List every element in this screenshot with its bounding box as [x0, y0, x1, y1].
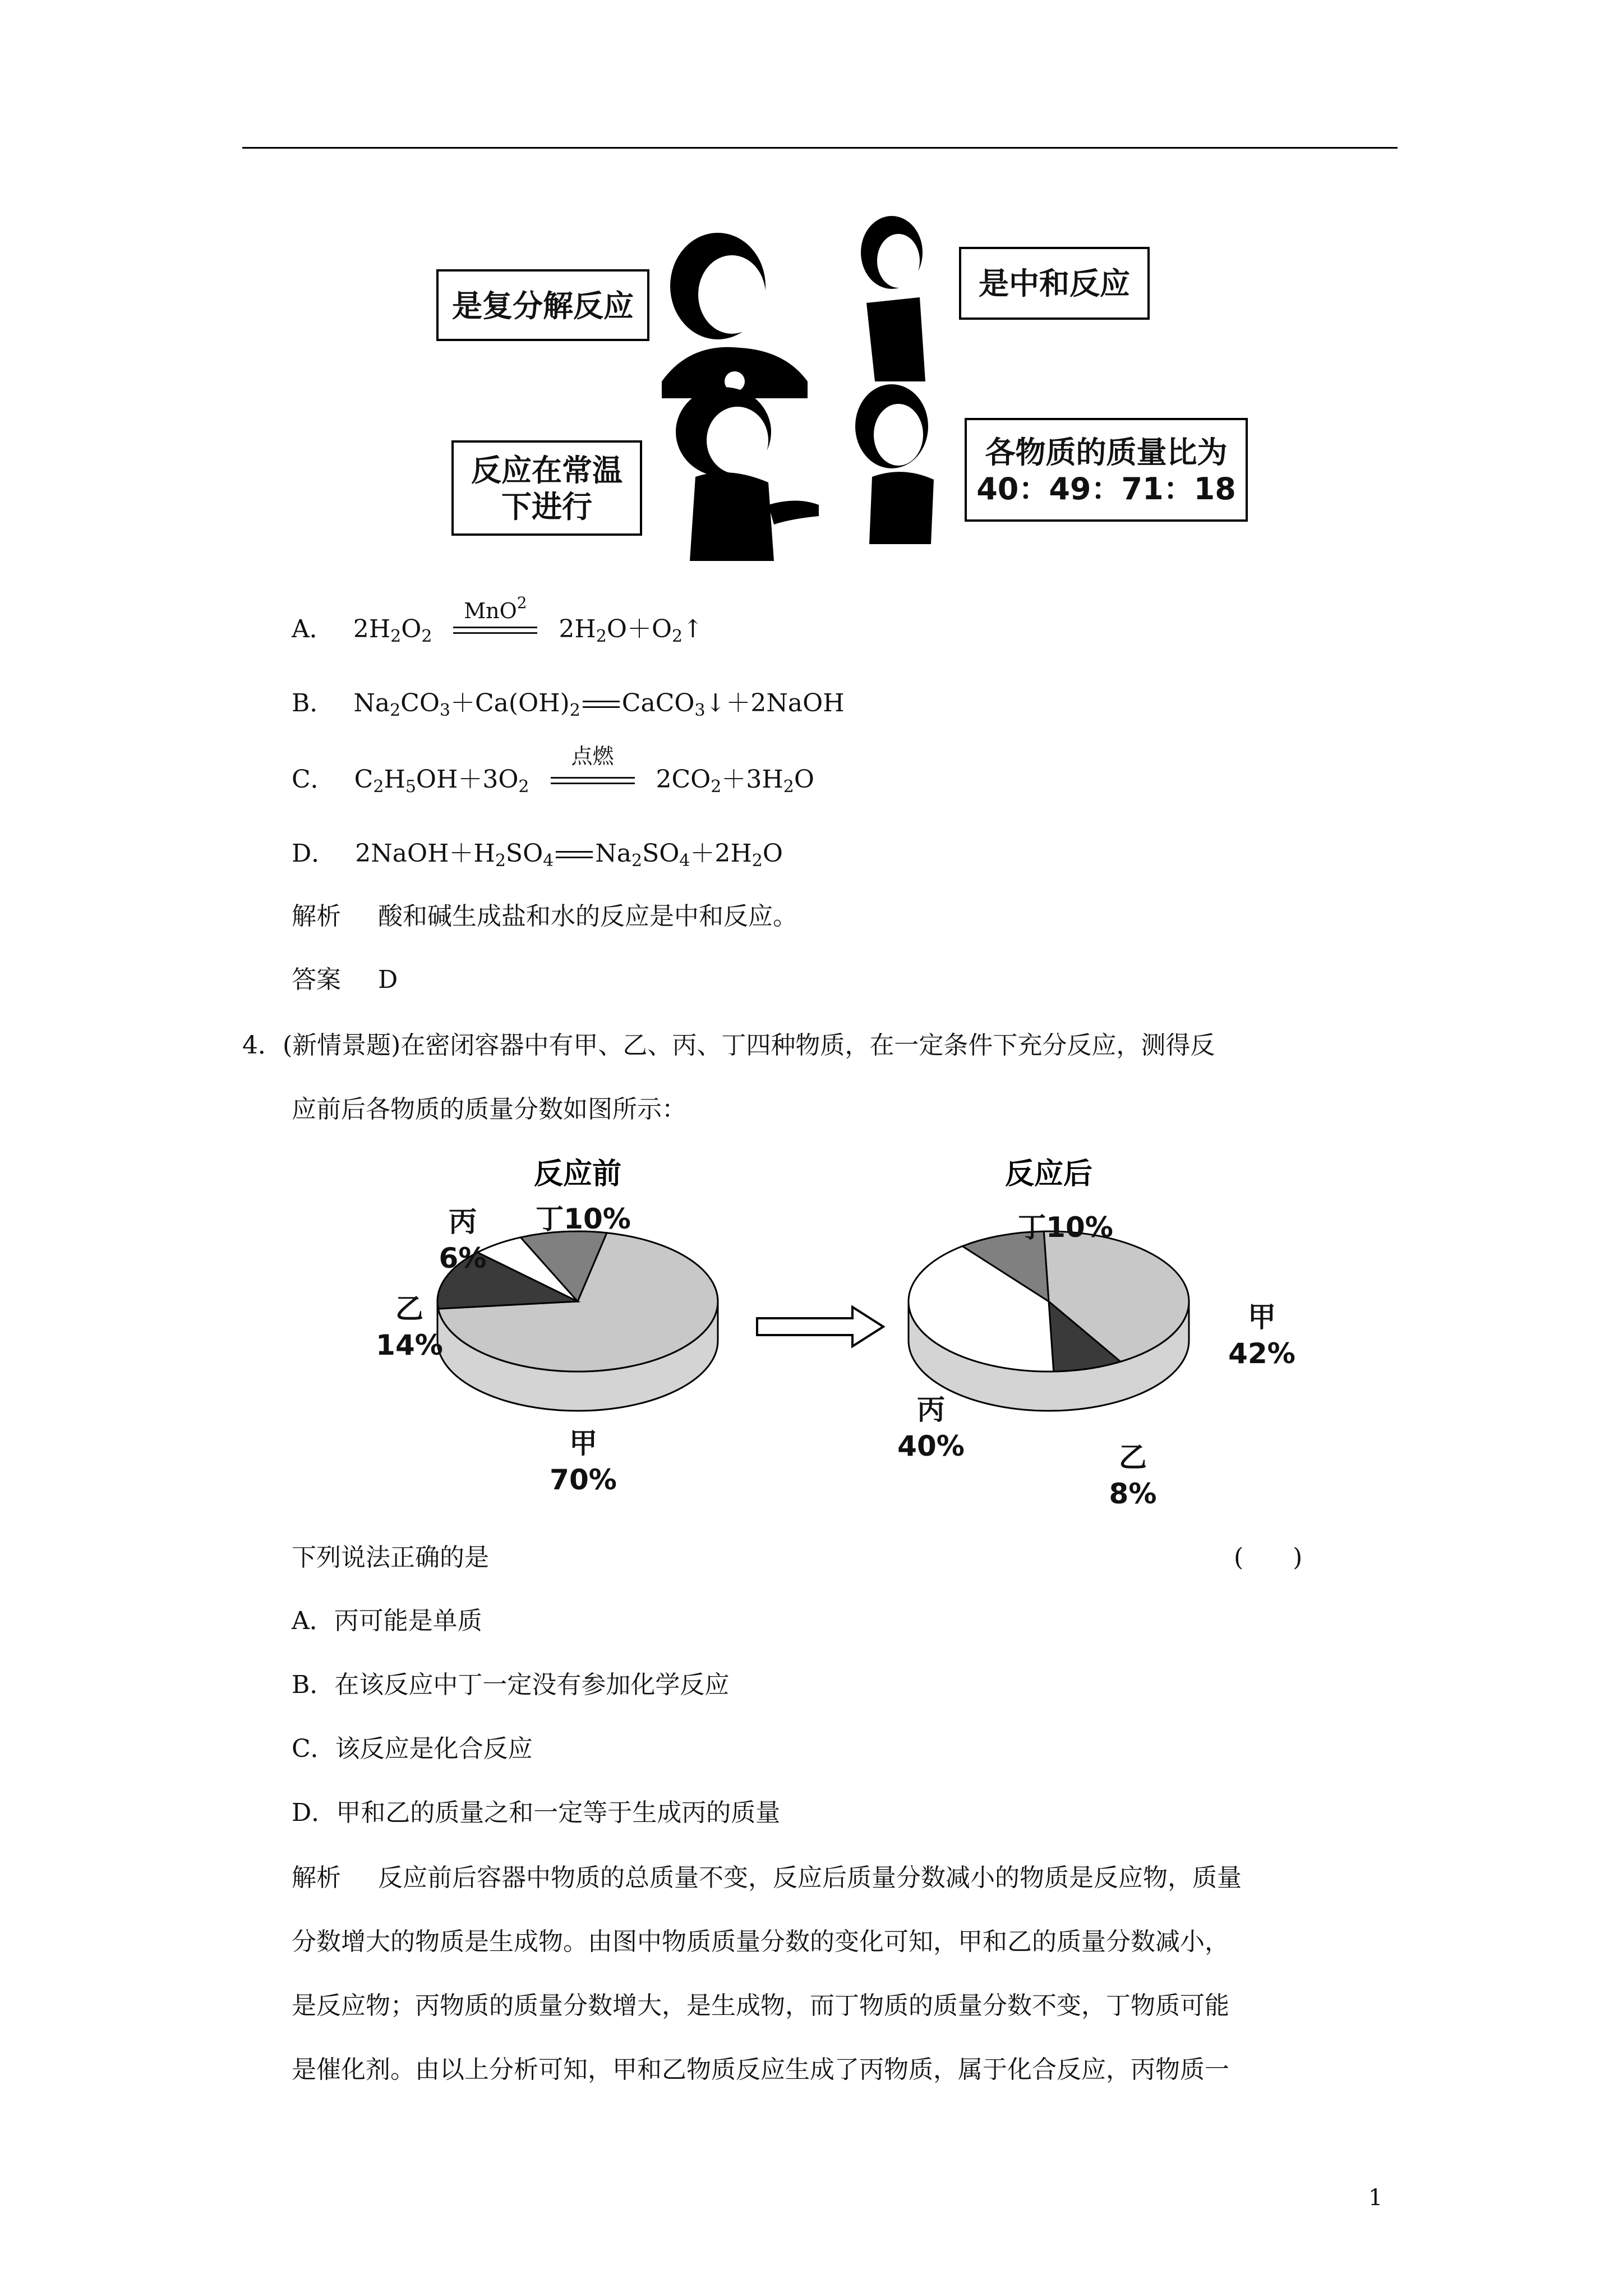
pie-charts [336, 1150, 1346, 1531]
q3-c-condition-text: 点燃 [571, 743, 614, 769]
bubble-3-line2: 下进行 [501, 489, 592, 524]
pie1-label-yi-name: 乙 [395, 1292, 423, 1325]
bubble-1-text: 是复分解反应 [452, 288, 634, 324]
q3-analysis-text: 酸和碱生成盐和水的反应是中和反应。 [378, 902, 797, 931]
transition-arrow [757, 1307, 883, 1346]
q4-option-a: A．丙可能是单质 [292, 1607, 482, 1635]
q4-question: 下列说法正确的是 [292, 1543, 489, 1572]
cartoon-boy-4 [855, 384, 934, 544]
q4-option-b: B．在该反应中丁一定没有参加化学反应 [292, 1671, 730, 1699]
cartoon-girl-3 [676, 387, 819, 561]
q3-analysis-label: 解析 [292, 902, 341, 931]
pie1-label-bing-name: 丙 [449, 1205, 477, 1238]
pie2-label-bing-name: 丙 [917, 1393, 945, 1426]
speech-bubble-1 [436, 269, 649, 341]
speech-bubble-3 [451, 440, 642, 536]
bubble-3-line1: 反应在常温 [471, 453, 623, 488]
q3-a-condition [453, 593, 537, 642]
pie1-label-yi-value: 14% [376, 1329, 443, 1361]
pie-after [909, 1231, 1189, 1411]
q4-option-d: D．甲和乙的质量之和一定等于生成丙的质量 [292, 1798, 781, 1827]
pie1-label-ding: 丁10% [536, 1203, 631, 1235]
q3-option-b: B． $Na_2CO_3+Ca(OH)_2$ CaCO$_3$↓＋2NaOH [292, 689, 845, 720]
pie2-label-yi-value: 8% [1109, 1478, 1157, 1510]
cartoon-man-2 [861, 216, 925, 381]
pie2-label-jia-value: 42% [1228, 1337, 1295, 1370]
q4-answer-bracket: ( ) [1234, 1543, 1303, 1572]
q4-option-c: C．该反应是化合反应 [292, 1734, 533, 1763]
q3-option-b-label: B． [292, 689, 335, 717]
q4-analysis-line1 [292, 1866, 1242, 1890]
q3-answer-label: 答案 [292, 965, 341, 994]
q4-analysis-line2: 分数增大的物质是生成物。由图中物质质量分数的变化可知，甲和乙的质量分数减小， [292, 1927, 1229, 1956]
q4-analysis-text-1: 反应前后容器中物质的总质量不变，反应后质量分数减小的物质是反应物，质量 [378, 1864, 1242, 1892]
q3-option-a: A． $2H_2O_2$ MnO$^2$ $2H_2O+O_2↑$ [292, 593, 704, 646]
pie1-label-jia-value: 70% [550, 1464, 617, 1496]
q3-a-condition-text: MnO [464, 598, 517, 623]
bubble-4-line1: 各物质的质量比为 [985, 435, 1228, 470]
q4-stem-line2: 应前后各物质的质量分数如图所示： [292, 1095, 686, 1124]
q3-answer [292, 965, 398, 994]
q4-analysis-line4: 是催化剂。由以上分析可知，甲和乙物质反应生成了丙物质，属于化合反应，丙物质一 [292, 2055, 1229, 2084]
q3-option-d-label: D． [292, 839, 336, 868]
q3-option-d: D． $2NaOH+H_2SO_4$ $Na_2SO_4+2H_2O$ [292, 839, 783, 871]
bubble-2-text: 是中和反应 [979, 266, 1130, 301]
bubble-4-line2: 40：49：71：18 [976, 471, 1236, 507]
q3-a-condition-sup: 2 [517, 593, 527, 612]
pie2-title: 反应后 [1004, 1157, 1093, 1191]
cartoon-boy-1 [662, 233, 808, 398]
speech-bubble-2 [959, 247, 1150, 320]
header-rule [242, 147, 1398, 149]
pie2-label-yi-name: 乙 [1119, 1441, 1147, 1474]
pie1-label-bing-value: 6% [439, 1242, 487, 1274]
q3-analysis [292, 904, 797, 929]
q3-option-c: C． $C_2H_5OH+3O_2$ 点燃 $2CO_2+3H_2O$ [292, 743, 814, 797]
pie2-label-ding: 丁10% [1018, 1211, 1113, 1244]
pie2-label-jia-name: 甲 [1248, 1301, 1276, 1333]
q3-c-condition [551, 743, 635, 793]
pie2-label-bing-value: 40% [897, 1430, 965, 1462]
q3-option-c-label: C． [292, 765, 335, 794]
q4-analysis-label: 解析 [292, 1864, 341, 1892]
pie1-label-jia-name: 甲 [569, 1427, 597, 1460]
q3-answer-value: D [378, 965, 398, 994]
q4-analysis-line3: 是反应物；丙物质的质量分数增大，是生成物，而丁物质的质量分数不变，丁物质可能 [292, 1991, 1229, 2020]
pie1-title: 反应前 [533, 1157, 622, 1191]
q4-stem-line1: 4．(新情景题)在密闭容器中有甲、乙、丙、丁四种物质，在一定条件下充分反应，测得反 [242, 1031, 1215, 1060]
q3-option-a-label: A． [292, 615, 334, 643]
speech-bubble-4 [965, 418, 1248, 522]
page-number: 1 [1368, 2185, 1383, 2211]
